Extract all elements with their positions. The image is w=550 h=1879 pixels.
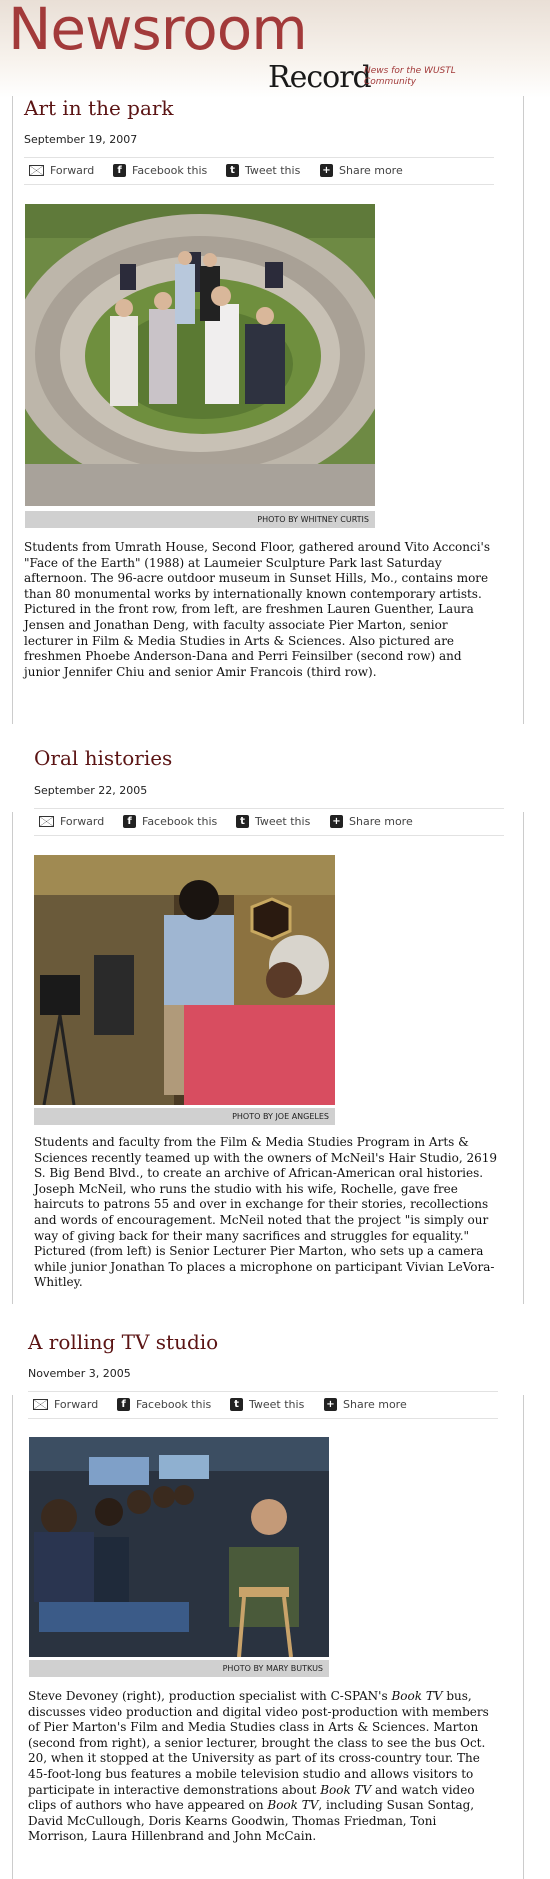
twitter-icon: t	[230, 1398, 243, 1411]
article-divider	[523, 1395, 524, 1879]
facebook-button[interactable]	[123, 813, 217, 829]
article-divider	[12, 96, 13, 724]
forward-label: Forward	[54, 1397, 99, 1411]
article-title[interactable]: Art in the park	[24, 96, 174, 120]
twitter-icon: t	[236, 815, 249, 828]
forward-label: Forward	[60, 814, 105, 828]
share-more-button[interactable]	[324, 1396, 407, 1412]
tweet-button[interactable]	[230, 1396, 304, 1412]
body-segment: and watch video clips of authors who have appeared on	[28, 1782, 475, 1813]
article-divider	[523, 812, 524, 1304]
facebook-label: Facebook this	[136, 1397, 212, 1411]
share-more-button[interactable]	[330, 813, 413, 829]
body-segment-italic: Book TV	[320, 1782, 372, 1797]
share-bar	[34, 808, 504, 836]
article-date: September 19, 2007	[24, 133, 138, 146]
article-photo	[34, 855, 335, 1105]
article-title[interactable]: Oral histories	[34, 746, 173, 770]
article-body: Students and faculty from the Film & Media Studies Program in Arts & Sciences recently teamed up with the owners of McNeil's Hair Studio, 2619 S. Big Bend Blvd., to create an archive of African-American oral histories. Joseph McNeil, who runs the studio with his wife, Rochelle, gave free haircuts to patrons 55 and over in exchange for their stories, recollections and words of encouragement. McNeil noted that the project "is simply our way of giving back for their many sacrifices and struggles for equality." Pictured (from left) is Senior Lecturer Pier Marton, who sets up a camera while junior Jonathan To places a microphone on participant Vivian LeVora-Whitley.	[34, 1135, 498, 1290]
facebook-icon: f	[117, 1398, 130, 1411]
share-bar	[28, 1391, 498, 1419]
share-more-button[interactable]	[320, 162, 403, 178]
plus-icon: +	[320, 164, 333, 177]
envelope-icon	[29, 165, 44, 176]
forward-button[interactable]	[29, 162, 94, 178]
body-segment: bus, discusses video production and digital video post-production with members of Pier Marton's Film and Media Studies class in Arts & Sciences. Marton (second from right), a senior lecturer, brought the class to see the bus Oct. 20, when it stopped at the University as part of its cross-country tour. The 45-foot-long bus features a mobile television studio and allows visitors to participate in interactive demonstrations about	[28, 1689, 489, 1797]
envelope-icon	[33, 1399, 48, 1410]
facebook-button[interactable]	[117, 1396, 211, 1412]
tv-bus-photo	[29, 1437, 329, 1657]
tweet-label: Tweet this	[255, 814, 311, 828]
body-segment-italic: Book TV	[267, 1798, 319, 1813]
tweet-label: Tweet this	[249, 1397, 305, 1411]
photo-credit: PHOTO BY WHITNEY CURTIS	[25, 511, 375, 528]
record-logo[interactable]: Record	[268, 60, 371, 95]
facebook-label: Facebook this	[142, 814, 218, 828]
share-more-label: Share more	[349, 814, 413, 828]
facebook-icon: f	[123, 815, 136, 828]
tweet-button[interactable]	[226, 162, 300, 178]
hair-studio-photo	[34, 855, 335, 1105]
facebook-button[interactable]	[113, 162, 207, 178]
site-title[interactable]: Newsroom	[8, 0, 307, 63]
article-divider	[12, 1395, 13, 1879]
facebook-icon: f	[113, 164, 126, 177]
photo-credit: PHOTO BY JOE ANGELES	[34, 1108, 335, 1125]
share-more-label: Share more	[343, 1397, 407, 1411]
forward-button[interactable]	[33, 1396, 98, 1412]
body-segment: Steve Devoney (right), production specialist with C-SPAN's	[28, 1689, 392, 1703]
body-segment: , including Susan Sontag, David McCullough, Doris Kearns Goodwin, Thomas Friedman, Toni Morrison, Laura Hillenbrand and John McCain.	[28, 1798, 475, 1844]
twitter-icon: t	[226, 164, 239, 177]
facebook-label: Facebook this	[132, 163, 208, 177]
article-photo	[29, 1437, 329, 1657]
plus-icon: +	[330, 815, 343, 828]
site-header	[0, 0, 550, 98]
article-date: September 22, 2005	[34, 784, 148, 797]
sculpture-park-photo	[25, 204, 375, 506]
share-more-label: Share more	[339, 163, 403, 177]
article-divider	[12, 812, 13, 1304]
article-body: Students from Umrath House, Second Floor, gathered around Vito Acconci's "Face of the Earth" (1988) at Laumeier Sculpture Park last Saturday afternoon. The 96-acre outdoor museum in Sunset Hills, Mo., contains more than 80 monumental works by internationally known contemporary artists. Pictured in the front row, from left, are freshmen Lauren Guenther, Laura Jensen and Jonathan Deng, with faculty associate Pier Marton, senior lecturer in Film & Media Studies in Arts & Sciences. Also pictured are freshmen Phoebe Anderson-Dana and Perri Feinsilber (second row) and junior Jennifer Chiu and senior Amir Francois (third row).	[24, 540, 491, 679]
article-divider	[523, 96, 524, 724]
article-title[interactable]: A rolling TV studio	[28, 1330, 219, 1354]
logo-tagline: News for the WUSTL Community	[364, 66, 456, 87]
article-photo	[25, 204, 375, 506]
envelope-icon	[39, 816, 54, 827]
photo-credit: PHOTO BY MARY BUTKUS	[29, 1660, 329, 1677]
article-body	[28, 1689, 498, 1845]
forward-label: Forward	[50, 163, 95, 177]
tweet-label: Tweet this	[245, 163, 301, 177]
plus-icon: +	[324, 1398, 337, 1411]
forward-button[interactable]	[39, 813, 104, 829]
share-bar	[24, 157, 494, 185]
article-date: November 3, 2005	[28, 1367, 131, 1380]
tweet-button[interactable]	[236, 813, 310, 829]
body-segment-italic: Book TV	[391, 1689, 443, 1703]
